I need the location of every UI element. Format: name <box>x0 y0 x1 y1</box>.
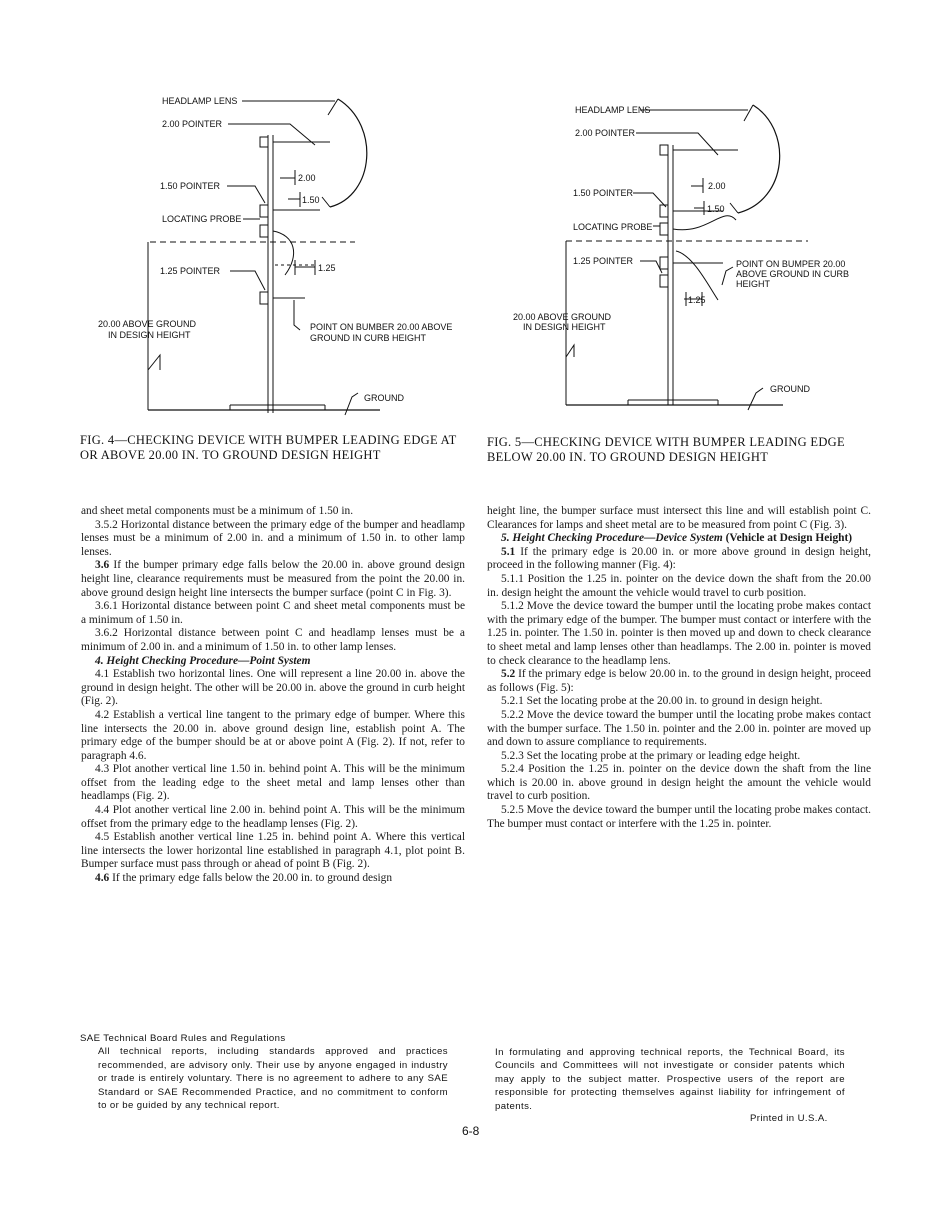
paragraph-text: If the primary edge is 20.00 in. or more above ground in design height, proceed in the following manner (Fig. 4): <box>487 545 871 572</box>
paragraph: height line, the bumper surface must intersect this line and will establish point C. Clearances for lamps and sheet metal are to be measured from point C (Fig. 3). <box>487 505 871 531</box>
paragraph: 5.1.1 Position the 1.25 in. pointer on the device down the shaft from the 20.00 in. design height the amount the vehicle would travel to curb position. <box>487 572 871 599</box>
figure-5-caption-line-2: BELOW 20.00 IN. TO GROUND DESIGN HEIGHT <box>487 450 769 464</box>
paragraph: 5.2.2 Move the device toward the bumper until the locating probe makes contact with the bumper surface. The 1.50 in. pointer and the 2.00 in. pointer are moved up and down to assure compliance to requirements. <box>487 708 871 749</box>
fig4-label-ground: GROUND <box>364 393 404 403</box>
fig5-label-point-on-bumper-2: ABOVE GROUND IN CURB <box>736 269 850 279</box>
footer-left <box>80 1032 448 1112</box>
fig4-label-point-on-bumper-2: GROUND IN CURB HEIGHT <box>310 333 427 343</box>
figure-5-caption <box>487 435 845 465</box>
fig5-label-headlamp-lens: HEADLAMP LENS <box>575 105 651 115</box>
paragraph-text: If the bumper primary edge falls below the 20.00 in. above ground design height line, clearance requirements must be measured from the point the 20.00 in. above ground design height line intersects the bumper surface (point C in Fig. 3). <box>81 559 465 599</box>
fig5-dim-2-00: 2.00 <box>708 181 726 191</box>
paragraph <box>81 559 465 600</box>
paragraph <box>81 872 465 886</box>
paragraph <box>487 668 871 695</box>
fig5-dim-1-25: 1.25 <box>688 295 706 305</box>
printed-in-usa: Printed in U.S.A. <box>750 1113 828 1124</box>
fig5-label-2-00-pointer: 2.00 POINTER <box>575 128 636 138</box>
fig5-dim-1-50: 1.50 <box>707 204 725 214</box>
figure-5-caption-line-1: FIG. 5—CHECKING DEVICE WITH BUMPER LEADING EDGE <box>487 435 845 449</box>
headlamp-lens-shape <box>738 105 780 213</box>
paragraph: 5.2.4 Position the 1.25 in. pointer on the device down the shaft from the line which is 20.00 in. above ground in design height the amount the vehicle would travel to curb position. <box>487 763 871 803</box>
fig4-label-ground-design-2: IN DESIGN HEIGHT <box>108 330 191 340</box>
fig5-label-1-25-pointer: 1.25 POINTER <box>573 256 634 266</box>
fig5-label-ground-design-1: 20.00 ABOVE GROUND <box>513 312 612 322</box>
right-text-column <box>487 505 871 831</box>
figure-4-caption-line-2: OR ABOVE 20.00 IN. TO GROUND DESIGN HEIGHT <box>80 448 381 462</box>
paragraph: 4.5 Establish another vertical line 1.25 in. behind point A. Where this vertical line intersects the lower horizontal line established in paragraph 4.1, plot point B. Bumper surface must pass through or ahead of point B (Fig. 2). <box>81 831 465 871</box>
footer-title: SAE Technical Board Rules and Regulations <box>80 1033 286 1044</box>
fig4-label-2-00-pointer: 2.00 POINTER <box>162 119 223 129</box>
page-number: 6-8 <box>462 1124 480 1138</box>
fig5-label-locating-probe: LOCATING PROBE <box>573 222 653 232</box>
paragraph-number: 5.1 <box>501 545 516 558</box>
paragraph-text: If the primary edge falls below the 20.00 in. to ground design <box>109 872 393 885</box>
paragraph: 4.2 Establish a vertical line tangent to the primary edge of bumper. Where this line intersects the 20.00 in. above ground design line, establish point A. The primary edge of the bumper should be at or above point A (Fig. 2). If not, refer to paragraph 4.6. <box>81 708 465 762</box>
fig4-label-ground-design-1: 20.00 ABOVE GROUND <box>98 319 197 329</box>
paragraph <box>487 546 871 573</box>
fig5-label-point-on-bumper-3: HEIGHT <box>736 279 771 289</box>
fig4-label-1-25-pointer: 1.25 POINTER <box>160 266 221 276</box>
figure-5-diagram <box>508 95 888 415</box>
paragraph-text: If the primary edge is below 20.00 in. to the ground in design height, proceed as follows (Fig. 5): <box>487 668 871 694</box>
paragraph: 3.5.2 Horizontal distance between the primary edge of the bumper and headlamp lenses must be a minimum of 2.00 in. and a minimum of 1.50 in. to other lamp lenses. <box>81 518 465 558</box>
paragraph-number: 5.2 <box>501 668 516 681</box>
paragraph: 4.4 Plot another vertical line 2.00 in. behind point A. This will be the minimum offset from the primary edge to the headlamp lenses (Fig. 2). <box>81 804 465 830</box>
paragraph: 5.1.2 Move the device toward the bumper until the locating probe makes contact with the primary edge of the bumper. The bumper must contact or interfere with the 1.25 in. pointer. The 1.50 in. pointer is then moved up and down to check clearance to sheet metal and lamp lenses other than headlamps. The 2.00 in. pointer is moved to check clearance to the headlamp lens. <box>487 600 871 667</box>
figure-4-caption <box>80 433 457 463</box>
section-heading-4 <box>81 655 465 669</box>
paragraph: 5.2.1 Set the locating probe at the 20.00 in. to ground in design height. <box>501 695 823 708</box>
fig5-label-point-on-bumper-1: POINT ON BUMPER 20.00 <box>736 259 846 269</box>
paragraph: 5.2.5 Move the device toward the bumper until the locating probe makes contact. The bumper must contact or interfere with the 1.25 in. pointer. <box>487 804 871 830</box>
paragraph: 3.6.1 Horizontal distance between point C and sheet metal components must be a minimum of 1.50 in. <box>81 600 465 626</box>
section-heading-text: 4. Height Checking Procedure—Point System <box>95 654 311 667</box>
fig4-label-locating-probe: LOCATING PROBE <box>162 214 242 224</box>
fig5-label-ground: GROUND <box>770 384 810 394</box>
paragraph-number: 3.6 <box>95 559 110 572</box>
fig4-label-1-50-pointer: 1.50 POINTER <box>160 181 221 191</box>
headlamp-lens-shape <box>330 99 367 207</box>
footer-patent-notice: In formulating and approving technical reports, the Technical Board, its Councils and Committees will not investigate or consider patents which may apply to the subject matter. Prospective users of the report are responsible for protecting themselves against liability for infringement of patents. <box>495 1047 845 1112</box>
footer-right <box>495 1046 845 1113</box>
left-text-column <box>81 505 465 886</box>
fig4-label-headlamp-lens: HEADLAMP LENS <box>162 96 238 106</box>
figure-4-diagram <box>90 85 470 420</box>
fig4-dim-1-50: 1.50 <box>302 195 320 205</box>
section-heading-5 <box>487 532 871 546</box>
footer-disclaimer: All technical reports, including standards approved and practices recommended, are advisory only. Their use by anyone engaged in industry or trade is entirely voluntary. There is no agreement to adhere to any SAE Standard or SAE Recommended Practice, and no commitment to conform to or be guided by any technical report. <box>98 1046 448 1112</box>
fig4-dim-2-00: 2.00 <box>298 173 316 183</box>
fig5-label-1-50-pointer: 1.50 POINTER <box>573 188 634 198</box>
paragraph: and sheet metal components must be a minimum of 1.50 in. <box>81 505 354 517</box>
paragraph: 4.3 Plot another vertical line 1.50 in. behind point A. This will be the minimum offset from the leading edge to the sheet metal and lamp lenses other than headlamps (Fig. 2). <box>81 763 465 803</box>
paragraph: 5.2.3 Set the locating probe at the primary or leading edge height. <box>501 749 801 762</box>
fig5-label-ground-design-2: IN DESIGN HEIGHT <box>523 322 606 332</box>
fig4-label-point-on-bumper-1: POINT ON BUMBER 20.00 ABOVE <box>310 322 453 332</box>
paragraph-number: 4.6 <box>95 872 110 885</box>
fig4-dim-1-25: 1.25 <box>318 263 336 273</box>
paragraph: 3.6.2 Horizontal distance between point C and headlamp lenses must be a minimum of 2.00 in. and a minimum of 1.50 in. to other lamp lenses. <box>81 627 465 653</box>
paragraph: 4.1 Establish two horizontal lines. One will represent a line 20.00 in. above the ground in design height. The other will be 20.00 in. above the ground in curb height (Fig. 2). <box>81 668 465 708</box>
section-heading-tail: (Vehicle at Design Height) <box>722 532 853 545</box>
section-heading-text: 5. Height Checking Procedure—Device System <box>501 532 723 545</box>
figure-4-caption-line-1: FIG. 4—CHECKING DEVICE WITH BUMPER LEADING EDGE AT <box>80 433 457 447</box>
